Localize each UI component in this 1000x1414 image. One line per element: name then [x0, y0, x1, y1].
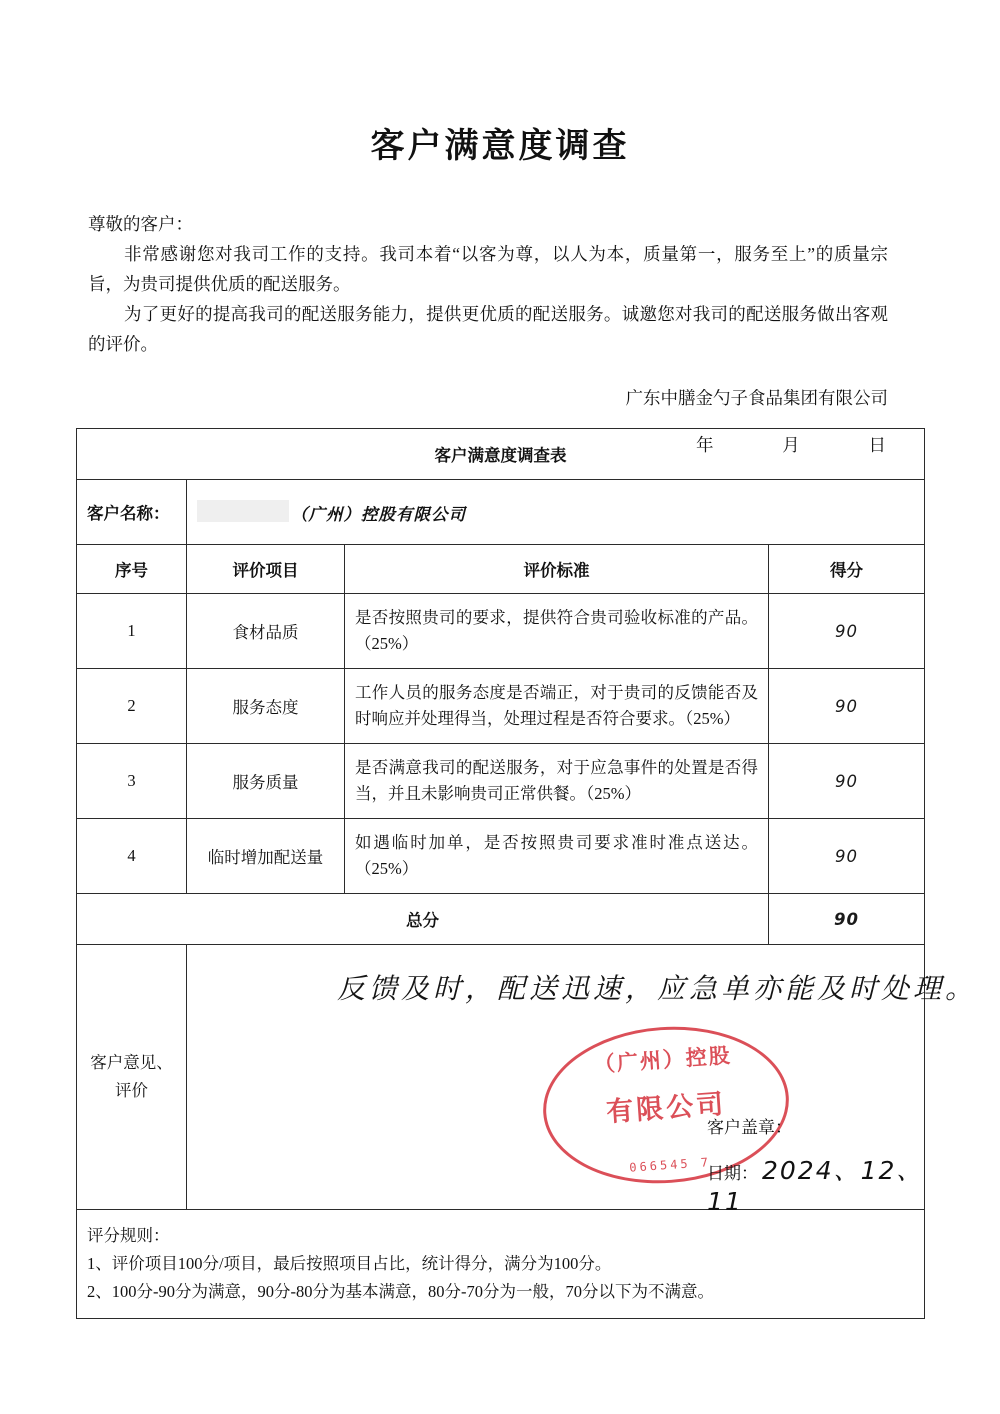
total-row — [77, 894, 925, 945]
row-item-name: 服务态度 — [187, 669, 345, 744]
seal-label: 客户盖章： — [707, 1118, 792, 1137]
survey-table — [76, 428, 978, 1319]
intro-section — [0, 209, 1000, 359]
row-score: 90 — [769, 744, 925, 819]
table-row — [77, 669, 925, 744]
row-no: 1 — [77, 594, 187, 669]
table-caption-row — [77, 429, 925, 480]
total-label: 总分 — [77, 894, 769, 945]
table-row — [77, 744, 925, 819]
row-criteria: 如遇临时加单，是否按照贵司要求准时准点送达。（25%） — [345, 819, 769, 894]
rules-line-1: 1、评价项目100分/项目，最后按照项目占比，统计得分，满分为100分。 — [87, 1254, 612, 1273]
date-year-label: 年 — [696, 435, 716, 455]
column-header-item: 评价项目 — [187, 545, 345, 594]
stamp-number: 066545 7 — [628, 1155, 712, 1175]
date-month-label: 月 — [782, 435, 802, 455]
rules-title: 评分规则： — [87, 1226, 170, 1245]
opinion-content — [187, 945, 978, 1216]
customer-name-text: （广州）控股有限公司 — [291, 504, 466, 524]
row-item-name: 服务质量 — [187, 744, 345, 819]
greeting-line: 尊敬的客户： — [88, 214, 193, 234]
customer-name-label: 客户名称： — [77, 480, 187, 545]
signature-date-value: 2024、12、11 — [707, 1156, 924, 1216]
row-item-name: 临时增加配送量 — [187, 819, 345, 894]
row-no: 3 — [77, 744, 187, 819]
signature-date-row — [707, 1151, 924, 1216]
table-row — [77, 594, 925, 669]
customer-name-value — [187, 480, 925, 545]
survey-table-wrapper — [76, 428, 978, 1319]
stamp-mid-text: 有限公司 — [605, 1088, 728, 1128]
opinion-handwritten-text: 反馈及时，配送迅速，应急单亦能及时处理。 — [337, 972, 978, 1005]
row-criteria: 是否按照贵司的要求，提供符合贵司验收标准的产品。（25%） — [345, 594, 769, 669]
row-item-name: 食材品质 — [187, 594, 345, 669]
table-caption: 客户满意度调查表 — [77, 429, 925, 480]
row-no: 4 — [77, 819, 187, 894]
rules-line-2: 2、100分-90分为满意，90分-80分为基本满意，80分-70分为一般，70分以下为不满意。 — [87, 1282, 714, 1301]
row-criteria: 是否满意我司的配送服务，对于应急事件的处置是否得当，并且未影响贵司正常供餐。（25%） — [345, 744, 769, 819]
rules-row — [77, 1210, 925, 1319]
row-score: 90 — [769, 819, 925, 894]
redaction-block — [197, 500, 289, 522]
date-day-label: 日 — [868, 435, 888, 455]
opinion-row — [77, 945, 925, 1210]
intro-paragraph-1: 非常感谢您对我司工作的支持。我司本着“以客为尊，以人为本，质量第一，服务至上”的质量宗旨，为贵司提供优质的配送服务。 — [88, 244, 888, 294]
column-header-score: 得分 — [769, 545, 925, 594]
page-title: 客户满意度调查 — [370, 128, 630, 165]
column-header-row — [77, 545, 925, 594]
company-name: 广东中膳金勺子食品集团有限公司 — [625, 388, 888, 408]
intro-paragraph-2: 为了更好的提高我司的配送服务能力，提供更优质的配送服务。诚邀您对我司的配送服务做出客观的评价。 — [88, 304, 888, 354]
signature-date-label: 日期： — [707, 1164, 758, 1183]
scoring-rules — [77, 1210, 925, 1319]
row-score: 90 — [769, 669, 925, 744]
opinion-label: 客户意见、评价 — [77, 945, 187, 1210]
customer-name-row — [77, 480, 925, 545]
row-criteria: 工作人员的服务态度是否端正，对于贵司的反馈能否及时响应并处理得当，处理过程是否符合要求。（25%） — [345, 669, 769, 744]
total-score: 90 — [769, 894, 925, 945]
table-row — [77, 819, 925, 894]
stamp-top-text: （广州）控股 — [593, 1043, 733, 1077]
column-header-criteria: 评价标准 — [345, 545, 769, 594]
row-no: 2 — [77, 669, 187, 744]
row-score: 90 — [769, 594, 925, 669]
column-header-no: 序号 — [77, 545, 187, 594]
